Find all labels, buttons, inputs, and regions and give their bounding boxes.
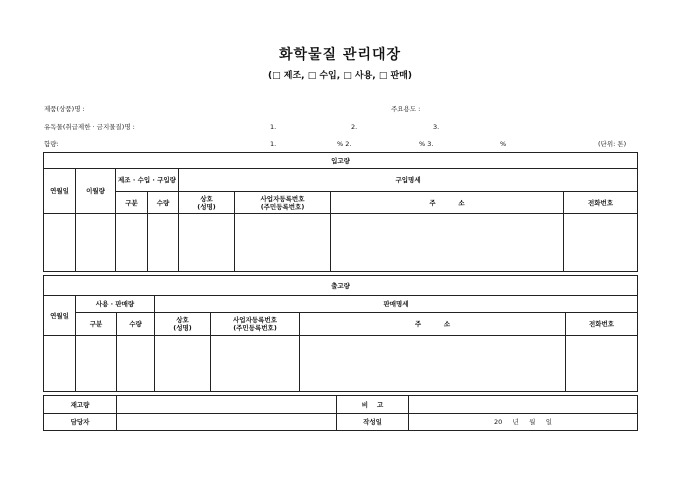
inbound-mfg-import-header: 제조 · 수입 · 구입량 xyxy=(116,169,179,192)
outbound-phone-header: 전화번호 xyxy=(566,313,638,336)
written-date-value[interactable]: 20 년 월 일 xyxy=(409,414,638,431)
outbound-quantity-header: 수량 xyxy=(117,313,155,336)
outbound-section-title: 출고량 xyxy=(44,276,638,296)
inbound-carryover-header: 이월량 xyxy=(76,169,116,214)
written-date-label: 작성일 xyxy=(337,414,409,431)
inbound-quantity-header: 수량 xyxy=(148,192,179,214)
toxic-substance-label: 유독물(취급제한 · 금지물질)명 : xyxy=(44,123,135,131)
content-item-2: % 2. xyxy=(337,140,352,148)
outbound-company-header: 상호 (성명) xyxy=(155,313,211,336)
outbound-data-row xyxy=(44,336,638,392)
toxic-item-3: 3. xyxy=(433,123,440,131)
inbound-phone-cell[interactable] xyxy=(564,214,638,272)
outbound-sale-details-header: 판매명세 xyxy=(155,296,638,313)
outbound-quantity-cell[interactable] xyxy=(117,336,155,392)
inbound-company-cell[interactable] xyxy=(179,214,235,272)
outbound-table xyxy=(43,275,638,392)
inbound-address-header: 주 소 xyxy=(331,192,564,214)
outbound-bizreg-header: 사업자등록번호 (주민등록번호) xyxy=(211,313,300,336)
unit-label: (단위: 톤) xyxy=(598,140,627,148)
outbound-use-sale-header: 사용 · 판매량 xyxy=(76,296,155,313)
content-item-3: % 3. xyxy=(419,140,434,148)
toxic-item-2: 2. xyxy=(351,123,358,131)
outbound-address-cell[interactable] xyxy=(300,336,566,392)
inbound-section-title: 입고량 xyxy=(44,153,638,169)
inbound-address-cell[interactable] xyxy=(331,214,564,272)
inbound-company-header: 상호 (성명) xyxy=(179,192,235,214)
product-name-label: 제품(상품)명 : xyxy=(44,105,85,113)
content-percent: % xyxy=(500,140,507,148)
inbound-table xyxy=(43,152,638,272)
document-subtitle: (□ 제조, □ 수입, □ 사용, □ 판매) xyxy=(268,71,412,81)
outbound-date-cell[interactable] xyxy=(44,336,76,392)
manager-value[interactable] xyxy=(117,414,337,431)
stock-label: 재고량 xyxy=(44,396,117,414)
inbound-date-header: 연월일 xyxy=(44,169,76,214)
inbound-bizreg-header: 사업자등록번호 (주민등록번호) xyxy=(235,192,331,214)
document-title: 화학물질 관리대장 xyxy=(278,47,402,63)
stock-value[interactable] xyxy=(117,396,337,414)
toxic-item-1: 1. xyxy=(270,123,277,131)
manager-label: 담당자 xyxy=(44,414,117,431)
inbound-category-header: 구분 xyxy=(116,192,148,214)
outbound-address-header: 주 소 xyxy=(300,313,566,336)
inbound-purchase-details-header: 구입명세 xyxy=(179,169,638,192)
content-label: 함량: xyxy=(44,140,59,148)
content-item-1: 1. xyxy=(270,140,277,148)
inbound-quantity-cell[interactable] xyxy=(148,214,179,272)
remarks-label: 비 고 xyxy=(337,396,409,414)
inbound-category-cell[interactable] xyxy=(116,214,148,272)
inbound-date-cell[interactable] xyxy=(44,214,76,272)
outbound-phone-cell[interactable] xyxy=(566,336,638,392)
inbound-bizreg-cell[interactable] xyxy=(235,214,331,272)
inbound-carryover-cell[interactable] xyxy=(76,214,116,272)
main-purpose-label: 주요용도 : xyxy=(391,105,421,113)
inbound-phone-header: 전화번호 xyxy=(564,192,638,214)
inbound-data-row xyxy=(44,214,638,272)
outbound-bizreg-cell[interactable] xyxy=(211,336,300,392)
outbound-category-header: 구분 xyxy=(76,313,117,336)
outbound-date-header: 연월일 xyxy=(44,296,76,336)
outbound-category-cell[interactable] xyxy=(76,336,117,392)
remarks-value[interactable] xyxy=(409,396,638,414)
footer-table xyxy=(43,395,638,431)
outbound-company-cell[interactable] xyxy=(155,336,211,392)
